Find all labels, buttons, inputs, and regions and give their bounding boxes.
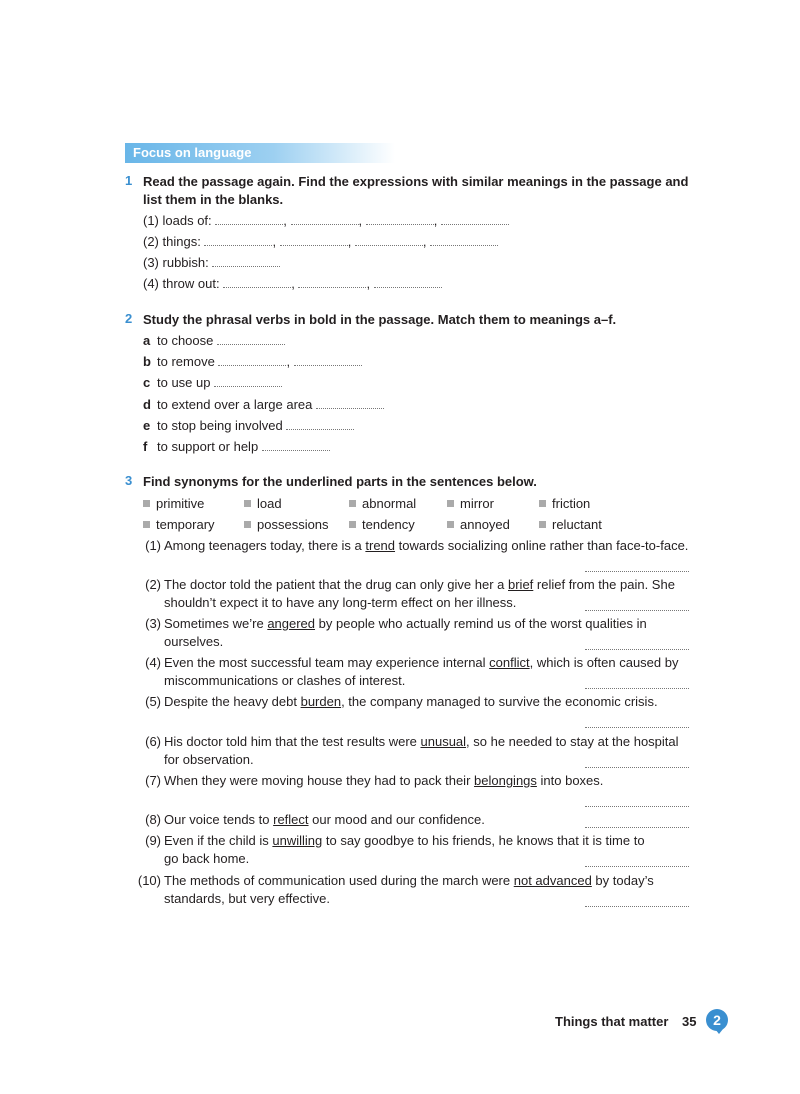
q1-item-2: (2) things: , , ,	[143, 231, 498, 252]
word-item: reluctant	[539, 514, 602, 535]
item-letter: c	[143, 375, 151, 390]
answer-blank[interactable]	[204, 231, 272, 246]
sentence-9: (9) Even if the child is unwilling to say goodbye to his friends, he knows that it is time to go back home.	[145, 833, 645, 866]
square-bullet-icon	[349, 500, 356, 507]
answer-blank[interactable]	[441, 210, 509, 225]
answer-line[interactable]	[585, 766, 689, 768]
sentence-3: (3) Sometimes we’re angered by people who actually remind us of the worst qualities in ourselves.	[145, 616, 647, 649]
underlined-phrase: conflict	[489, 655, 530, 670]
item-text: to stop being involved	[157, 418, 283, 433]
answer-blank[interactable]	[217, 330, 285, 345]
underlined-phrase: brief	[508, 577, 534, 592]
question-1	[125, 173, 705, 209]
answer-line[interactable]	[585, 570, 689, 572]
answer-blank[interactable]	[280, 231, 348, 246]
sentence-1: (1) Among teenagers today, there is a trend towards socializing online rather than face-to-face.	[145, 538, 689, 553]
square-bullet-icon	[539, 521, 546, 528]
q1-item-3	[143, 252, 280, 273]
item-text: to remove	[157, 354, 215, 369]
underlined-phrase: unwilling	[272, 833, 323, 848]
answer-line[interactable]	[585, 905, 689, 907]
word-item: friction	[539, 493, 590, 514]
underlined-phrase: burden	[300, 694, 342, 709]
answer-blank[interactable]	[316, 394, 384, 409]
item-number: (2)	[143, 234, 159, 249]
item-label: things:	[162, 234, 201, 249]
word-item: tendency	[349, 514, 415, 535]
underlined-phrase: not advanced	[513, 873, 592, 888]
answer-blank[interactable]	[212, 252, 280, 267]
answer-line[interactable]	[585, 826, 689, 828]
item-label: throw out:	[162, 276, 220, 291]
word-item: possessions	[244, 514, 329, 535]
answer-blank[interactable]	[294, 351, 362, 366]
underlined-phrase: belongings	[474, 773, 537, 788]
question-number: 3	[125, 473, 133, 488]
word-item: abnormal	[349, 493, 416, 514]
answer-blank[interactable]	[374, 273, 442, 288]
word-row-1	[0, 493, 800, 514]
item-text: to choose	[157, 333, 214, 348]
unit-title: Things that matter	[555, 1014, 669, 1029]
sentence-8: (8) Our voice tends to reflect our mood and our confidence.	[145, 812, 485, 827]
answer-blank[interactable]	[298, 273, 366, 288]
page-number: 35	[682, 1014, 697, 1029]
word-item: temporary	[143, 514, 215, 535]
item-letter: d	[143, 397, 151, 412]
item-number: (3)	[143, 255, 159, 270]
underlined-phrase: angered	[267, 616, 316, 631]
item-letter: b	[143, 354, 151, 369]
question-prompt: Find synonyms for the underlined parts in the sentences below.	[143, 474, 537, 489]
question-3	[125, 473, 705, 491]
sentence-2: (2) The doctor told the patient that the drug can only give her a brief relief from the pain. She shouldn’t expect it to have any long-term effect on her illness.	[145, 577, 675, 610]
answer-line[interactable]	[585, 865, 689, 867]
answer-line[interactable]	[585, 726, 689, 728]
answer-blank[interactable]	[215, 210, 283, 225]
answer-line[interactable]	[585, 687, 689, 689]
square-bullet-icon	[244, 500, 251, 507]
word-item: load	[244, 493, 282, 514]
question-number: 2	[125, 311, 133, 326]
square-bullet-icon	[447, 521, 454, 528]
question-number: 1	[125, 173, 133, 188]
q2-item-f	[143, 436, 330, 457]
sentence-7: (7) When they were moving house they had to pack their belongings into boxes.	[145, 773, 604, 788]
item-text: to support or help	[157, 439, 259, 454]
square-bullet-icon	[143, 500, 150, 507]
underlined-phrase: reflect	[273, 812, 309, 827]
sentence-10: (10) The methods of communication used during the march were not advanced by today’s standards, but very effective.	[137, 873, 654, 906]
item-letter: f	[143, 439, 148, 454]
underlined-phrase: unusual	[420, 734, 467, 749]
answer-blank[interactable]	[355, 231, 423, 246]
question-prompt	[143, 173, 705, 209]
unit-badge: 2	[706, 1009, 728, 1031]
q2-item-a	[143, 330, 285, 351]
square-bullet-icon	[447, 500, 454, 507]
page-footer	[555, 1014, 697, 1029]
q2-item-d	[143, 394, 384, 415]
answer-blank[interactable]	[366, 210, 434, 225]
q2-item-b: b to remove ,	[143, 351, 362, 372]
item-number: (4)	[143, 276, 159, 291]
prompt-line-1: Read the passage again. Find the expressions with similar meanings in the passage and	[143, 174, 689, 189]
square-bullet-icon	[143, 521, 150, 528]
item-number: (1)	[143, 213, 159, 228]
answer-blank[interactable]	[262, 436, 330, 451]
answer-line[interactable]	[585, 805, 689, 807]
q1-item-4: (4) throw out: , ,	[143, 273, 442, 294]
q1-item-1: (1) loads of: , , ,	[143, 210, 509, 231]
answer-line[interactable]	[585, 648, 689, 650]
answer-blank[interactable]	[223, 273, 291, 288]
answer-blank[interactable]	[214, 372, 282, 387]
underlined-phrase: trend	[365, 538, 396, 553]
answer-blank[interactable]	[430, 231, 498, 246]
answer-blank[interactable]	[286, 415, 354, 430]
item-letter: e	[143, 418, 151, 433]
sentence-6: (6) His doctor told him that the test results were unusual, so he needed to stay at the hospital for observation.	[145, 734, 679, 767]
q2-item-e	[143, 415, 354, 436]
section-header	[125, 143, 395, 163]
badge-tail-icon	[715, 1029, 723, 1034]
square-bullet-icon	[349, 521, 356, 528]
word-item: mirror	[447, 493, 494, 514]
item-text: to use up	[157, 375, 211, 390]
answer-line[interactable]	[585, 609, 689, 611]
section-title: Focus on language	[133, 145, 252, 160]
item-label: rubbish:	[162, 255, 209, 270]
q2-item-c	[143, 372, 282, 393]
word-item: annoyed	[447, 514, 510, 535]
word-item: primitive	[143, 493, 204, 514]
question-prompt: Study the phrasal verbs in bold in the passage. Match them to meanings a–f.	[143, 312, 617, 327]
word-row-2	[0, 514, 800, 535]
item-text: to extend over a large area	[157, 397, 313, 412]
square-bullet-icon	[539, 500, 546, 507]
answer-blank[interactable]	[218, 351, 286, 366]
square-bullet-icon	[244, 521, 251, 528]
question-2	[125, 311, 705, 329]
prompt-line-2: list them in the blanks.	[143, 192, 284, 207]
answer-blank[interactable]	[291, 210, 359, 225]
item-letter: a	[143, 333, 151, 348]
item-label: loads of:	[162, 213, 212, 228]
sentence-5: (5) Despite the heavy debt burden, the company managed to survive the economic crisis.	[145, 694, 658, 709]
sentence-4: (4) Even the most successful team may experience internal conflict, which is often caused by miscommunications or clashes of interest.	[145, 655, 679, 688]
